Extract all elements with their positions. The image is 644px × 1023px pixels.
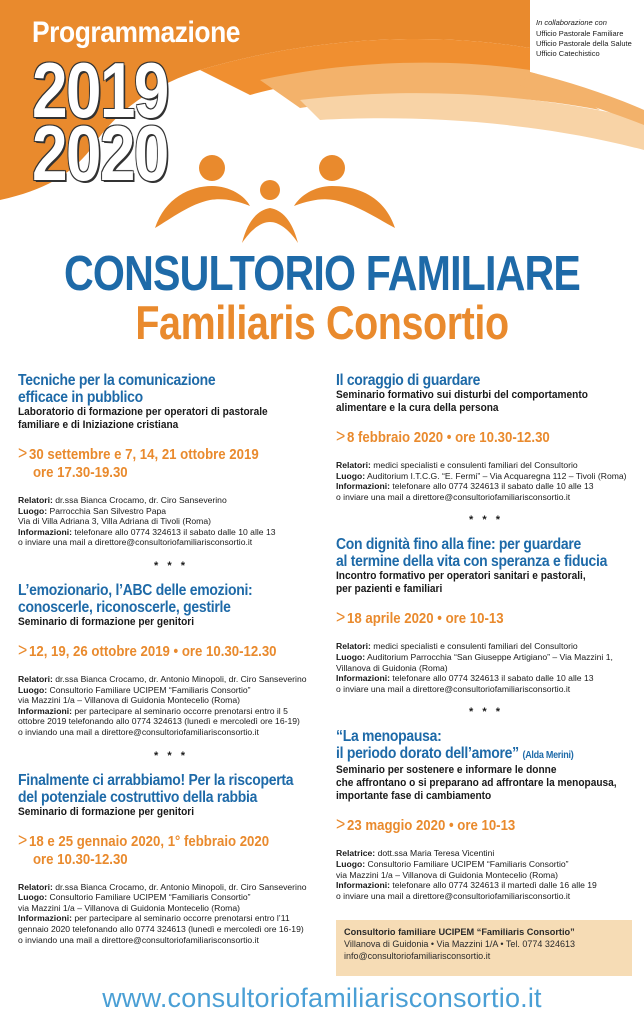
event-details: Relatori: dr.ssa Bianca Crocamo, dr. Antonio Minopoli, dr. Ciro Sanseverino Luogo: Consultorio Familiare UCIPEM “Familiaris Consortio” via Mazzini 1/a – Villanova di Guidonia Montecelio (Roma) Informazioni: per partecipare al seminario occorre prenotarsi entro l’11 gennaio 2020 telefonando allo 0774 324613 (lunedì e mercoledì ore 16-19) o inviando una mail a direttore@consultoriofamiliarisconsortio.it — [18, 881, 307, 945]
separator: * * * — [154, 559, 188, 572]
event-subtitle: Seminario formativo sui disturbi del comportamento alimentare e la cura della persona — [336, 389, 588, 414]
page-title: CONSULTORIO FAMILIARE — [64, 247, 580, 301]
chevron-right-icon: > — [18, 443, 28, 463]
separator: * * * — [469, 514, 503, 527]
event-title: “La menopausa: il periodo dorato dell’amore” (Alda Merini) — [336, 728, 574, 763]
event-communication — [18, 372, 324, 548]
year-start: 2019 — [32, 46, 168, 134]
event-title: L’emozionario, l’ABC delle emozioni: conoscerle, riconoscerle, gestirle — [18, 581, 253, 616]
partner-item: Ufficio Catechistico — [536, 49, 600, 58]
right-column — [336, 372, 636, 901]
year-end: 2020 — [32, 109, 168, 197]
event-date: > 18 aprile 2020 • ore 10-13 — [336, 607, 504, 628]
event-subtitle: Incontro formativo per operatori sanitari e pastorali, per pazienti e familiari — [336, 570, 586, 596]
separator: * * * — [469, 706, 503, 719]
event-title: Con dignità fino alla fine: per guardare al termine della vita con speranza e fiducia — [336, 536, 608, 571]
chevron-right-icon: > — [18, 639, 28, 660]
event-details: Relatori: medici specialisti e consulenti familiari del Consultorio Luogo: Auditorium Parrocchia “San Giuseppe Artigiano” – Via Mazzini 1, Villanova di Guidonia (Roma) Informazioni: telefonare allo 0774 324613 il sabato dalle 10 alle 13 o inviare una mail a direttore@consultoriofamiliarisconsortio.it — [336, 641, 613, 694]
event-details: Relatori: medici specialisti e consulenti familiari del Consultorio Luogo: Auditorium I.T.C.G. “E. Fermi” – Via Acquaregna 112 – Tivoli (Roma) Informazioni: telefonare allo 0774 324613 il sabato dalle 10 alle 13 o inviare una mail a direttore@consultoriofamiliarisconsortio.it — [336, 460, 627, 502]
event-subtitle: Laboratorio di formazione per operatori di pastorale familiare e di Iniziazione cristiana — [18, 406, 268, 431]
left-column — [18, 372, 324, 945]
partner-item: Ufficio Pastorale della Salute — [536, 39, 632, 48]
event-emotions — [18, 582, 324, 738]
event-subtitle: Seminario di formazione per genitori — [18, 615, 195, 628]
event-dignity — [336, 536, 636, 694]
event-date: > 23 maggio 2020 • ore 10-13 — [336, 814, 516, 835]
chevron-right-icon: > — [336, 814, 346, 835]
page-subtitle: Familiaris Consortio — [135, 296, 509, 349]
event-subtitle: Seminario di formazione per genitori — [18, 805, 195, 818]
family-logo-icon — [150, 148, 400, 248]
event-anger — [18, 772, 324, 946]
event-title: Finalmente ci arrabbiamo! Per la riscoperta del potenziale costruttivo della rabbia — [18, 771, 294, 806]
event-date: > 8 febbraio 2020 • ore 10.30-12.30 — [336, 426, 550, 446]
chevron-right-icon: > — [336, 607, 346, 628]
event-title: Il coraggio di guardare — [336, 372, 481, 389]
event-date: > 18 e 25 gennaio 2020, 1° febbraio 2020 ore 10.30-12.30 — [18, 829, 270, 868]
event-date: > 30 settembre e 7, 14, 21 ottobre 2019 ore 17.30-19.30 — [18, 443, 259, 481]
event-date: > 12, 19, 26 ottobre 2019 • ore 10.30-12.30 — [18, 639, 277, 660]
contact-name: Consultorio familiare UCIPEM “Familiaris Consortio” — [344, 927, 575, 937]
collaboration-block — [536, 18, 632, 59]
partner-item: Ufficio Pastorale Familiare — [536, 29, 624, 38]
event-subtitle: Seminario per sostenere e informare le donne che affrontano o si preparano ad affrontare la menopausa, importante fase di cambiamento — [336, 764, 617, 803]
event-details: Relatori: dr.ssa Bianca Crocamo, dr. Antonio Minopoli, dr. Ciro Sanseverino Luogo: Consultorio Familiare UCIPEM “Familiaris Consortio” via Mazzini 1/a – Villanova di Guidonia Montecelio (Roma) Informazioni: per partecipare al seminario occorre prenotarsi entro il 5 ottobre 2019 telefonando allo 0774 324613 (lunedì e mercoledì ore 16-19) o inviando una mail a direttore@consultoriofamiliarisconsortio.it — [18, 673, 307, 737]
event-menopause — [336, 728, 636, 901]
event-courage — [336, 372, 636, 502]
website-link[interactable]: www.consultoriofamiliarisconsortio.it — [102, 983, 542, 1013]
contact-address: Villanova di Guidonia • Via Mazzini 1/A • Tel. 0774 324613 — [344, 939, 575, 949]
event-author: (Alda Merini) — [522, 750, 574, 762]
contact-email[interactable]: info@consultoriofamiliarisconsortio.it — [344, 951, 491, 961]
chevron-right-icon: > — [336, 426, 346, 446]
contact-box — [336, 920, 632, 976]
program-label: Programmazione — [32, 16, 241, 49]
separator: * * * — [154, 749, 188, 762]
chevron-right-icon: > — [18, 829, 28, 850]
event-details: Relatori: dr.ssa Bianca Crocamo, dr. Ciro Sanseverino Luogo: Parrocchia San Silvestro Papa Via di Villa Adriana 3, Villa Adriana di Tivoli (Roma) Informazioni: telefonare allo 0774 324613 il sabato dalle 10 alle 13 o inviare una mail a direttore@consultoriofamiliarisconsortio.it — [18, 495, 276, 548]
event-details: Relatrice: dott.ssa Maria Teresa Vicentini Luogo: Consultorio Familiare UCIPEM “Familiaris Consortio” via Mazzini 1/a – Villanova di Guidonia Montecelio (Roma) Informazioni: telefonare allo 0774 324613 il martedì dalle 16 alle 19 o inviare una mail a direttore@consultoriofamiliarisconsortio.it — [336, 848, 597, 901]
event-title: Tecniche per la comunicazione efficace in pubblico — [18, 372, 216, 406]
collaboration-intro: In collaborazione con — [536, 18, 607, 27]
